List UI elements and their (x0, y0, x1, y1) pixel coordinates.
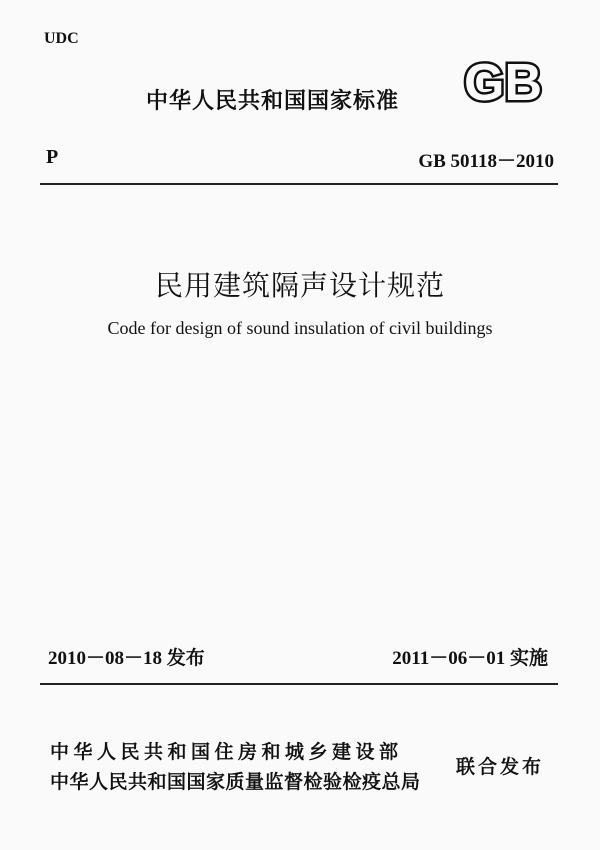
joint-issue-label: 联合发布 (456, 756, 545, 778)
standard-type: 中华人民共和国国家标准 (146, 89, 400, 114)
divider-bottom (40, 683, 558, 685)
category-code: P (46, 146, 59, 168)
title-chinese: 民用建筑隔声设计规范 (154, 269, 445, 302)
gb-logo-text: GB (464, 56, 542, 108)
udc-label: UDC (44, 30, 79, 47)
title-english: Code for design of sound insulation of civil buildings (107, 318, 493, 338)
implementation-date: 2011－06－01 实施 (392, 648, 548, 669)
issuer-ministry: 中华人民共和国住房和城乡建设部 (50, 741, 403, 763)
issue-date: 2010－08－18 发布 (48, 648, 205, 669)
gb-logo (452, 56, 554, 108)
divider-top (40, 183, 558, 185)
issuer-aqsiq: 中华人民共和国国家质量监督检验检疫总局 (50, 771, 421, 793)
standard-number: GB 50118－2010 (418, 151, 554, 172)
